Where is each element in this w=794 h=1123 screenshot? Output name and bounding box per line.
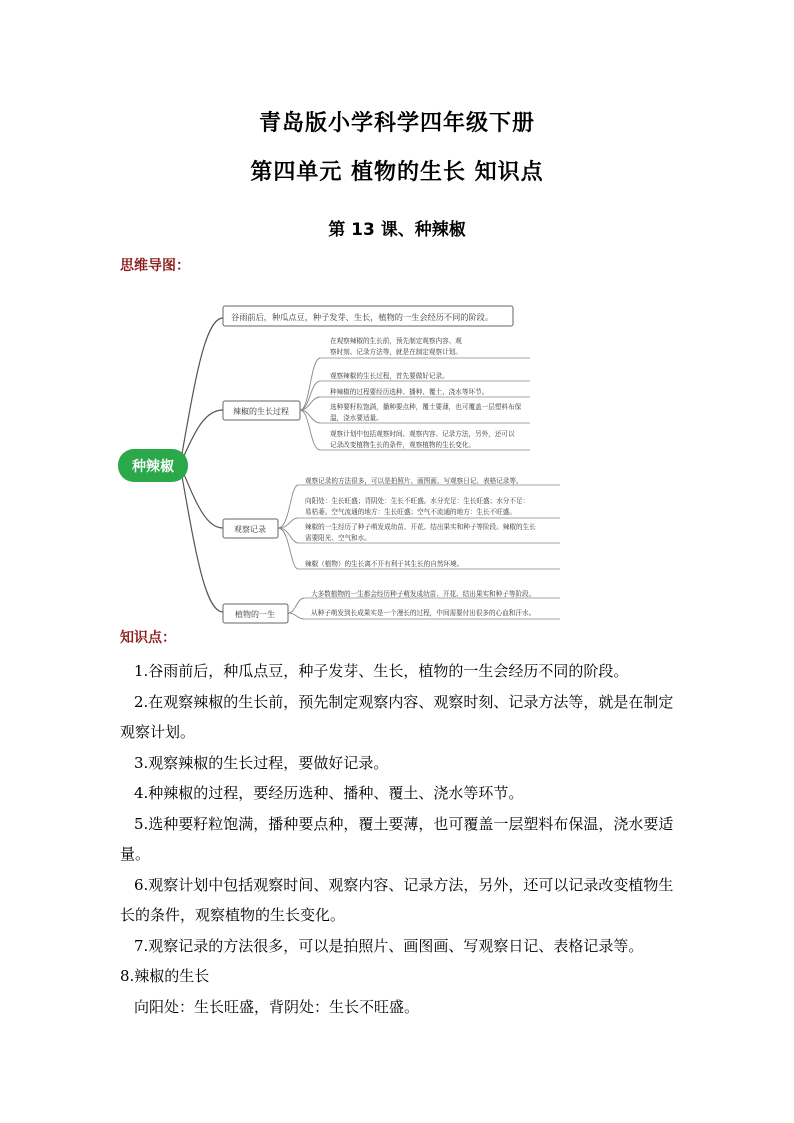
mind-map	[110, 290, 570, 635]
leaf-3-1: 从种子萌发到长成果实是一个漫长的过程，中间需要付出很多的心血和汗水。	[311, 609, 536, 617]
mindmap-label: 思维导图：	[120, 258, 190, 274]
branch-2-label: 观察记录	[234, 525, 266, 534]
point-6: 6.观察计划中包括观察时间、观察内容、记录方法，另外，还可以记录改变植物生长的条件，观察植物的生长变化。	[120, 875, 674, 924]
point-4: 4.种辣椒的过程，要经历选种、播种、覆土、浇水等环节。	[134, 784, 524, 802]
point-8: 8.辣椒的生长	[120, 967, 210, 985]
branch-1-label: 辣椒的生长过程	[233, 407, 289, 416]
branch-0-leaf-text: 谷雨前后，种瓜点豆，种子发芽、生长，植物的一生会经历不同的阶段。	[231, 312, 494, 322]
leaf-2-2-line-2: 需要阳光、空气和水。	[305, 534, 371, 542]
point-7: 7.观察记录的方法很多，可以是拍照片、画图画、写观察日记、表格记录等。	[134, 936, 644, 955]
document-subtitle: 第四单元 植物的生长 知识点	[250, 160, 544, 185]
knowledge-label: 知识点：	[120, 630, 176, 646]
leaf-2-3: 辣椒（植物）的生长离不开有利于其生长的自然环境。	[305, 560, 464, 568]
leaf-1-1: 观察辣椒的生长过程，首先要做好记录。	[330, 372, 449, 380]
point-1: 1.谷雨前后，种瓜点豆，种子发芽、生长，植物的一生会经历不同的阶段。	[134, 662, 629, 680]
knowledge-points	[120, 656, 680, 1022]
leaf-2-1-line-1: 向阳处：生长旺盛；背阴处：生长不旺盛。水分充足：生长旺盛；水分不足：	[305, 497, 530, 505]
leaf-1-3-line-1: 选种要籽粒饱满，播种要点种，覆土要薄，也可覆盖一层塑料布保	[330, 403, 522, 411]
leaf-1-4-line-1: 观察计划中包括观察时间、观察内容、记录方法，另外，还可以	[330, 430, 515, 438]
leaf-1-3-line-2: 温，浇水要适量。	[330, 414, 383, 422]
leaf-3-0: 大多数植物的一生都会经历种子萌发成幼苗、开花、结出果实和种子等阶段。	[311, 590, 536, 598]
leaf-1-0-line-1: 在观察辣椒的生长前，预先制定观察内容、观	[330, 337, 462, 345]
branch-3-label: 植物的一生	[235, 610, 275, 619]
leaf-1-0-line-2: 察时刻、记录方法等，就是在制定观察计划。	[330, 348, 462, 356]
point-2: 2.在观察辣椒的生长前，预先制定观察内容、观察时刻、记录方法等，就是在制定观察计划。	[120, 692, 674, 741]
leaf-2-2-line-1: 辣椒的一生经历了种子萌发成幼苗、开花、结出果实和种子等阶段。辣椒的生长	[305, 523, 536, 531]
lesson-title: 第 13 课、种辣椒	[328, 220, 466, 240]
leaf-1-4-line-2: 记录改变植物生长的条件，观察植物的生长变化。	[330, 441, 476, 449]
point-8-detail: 向阳处：生长旺盛，背阴处：生长不旺盛。	[134, 997, 420, 1016]
point-5: 5.选种要籽粒饱满，播种要点种，覆土要薄，也可覆盖一层塑料布保温，浇水要适量。	[120, 814, 674, 863]
leaf-1-2: 种辣椒的过程要经历选种、播种、覆土、浇水等环节。	[330, 388, 489, 396]
root-label: 种辣椒	[132, 459, 174, 475]
leaf-2-1-line-2: 易枯萎。空气流通的地方：生长旺盛；空气不流通的地方：生长不旺盛。	[305, 508, 516, 516]
document-title: 青岛版小学科学四年级下册	[258, 111, 535, 136]
point-3: 3.观察辣椒的生长过程，要做好记录。	[134, 753, 389, 772]
leaf-2-0: 观察记录的方法很多，可以是拍照片、画图画、写观察日记、表格记录等。	[305, 477, 523, 485]
